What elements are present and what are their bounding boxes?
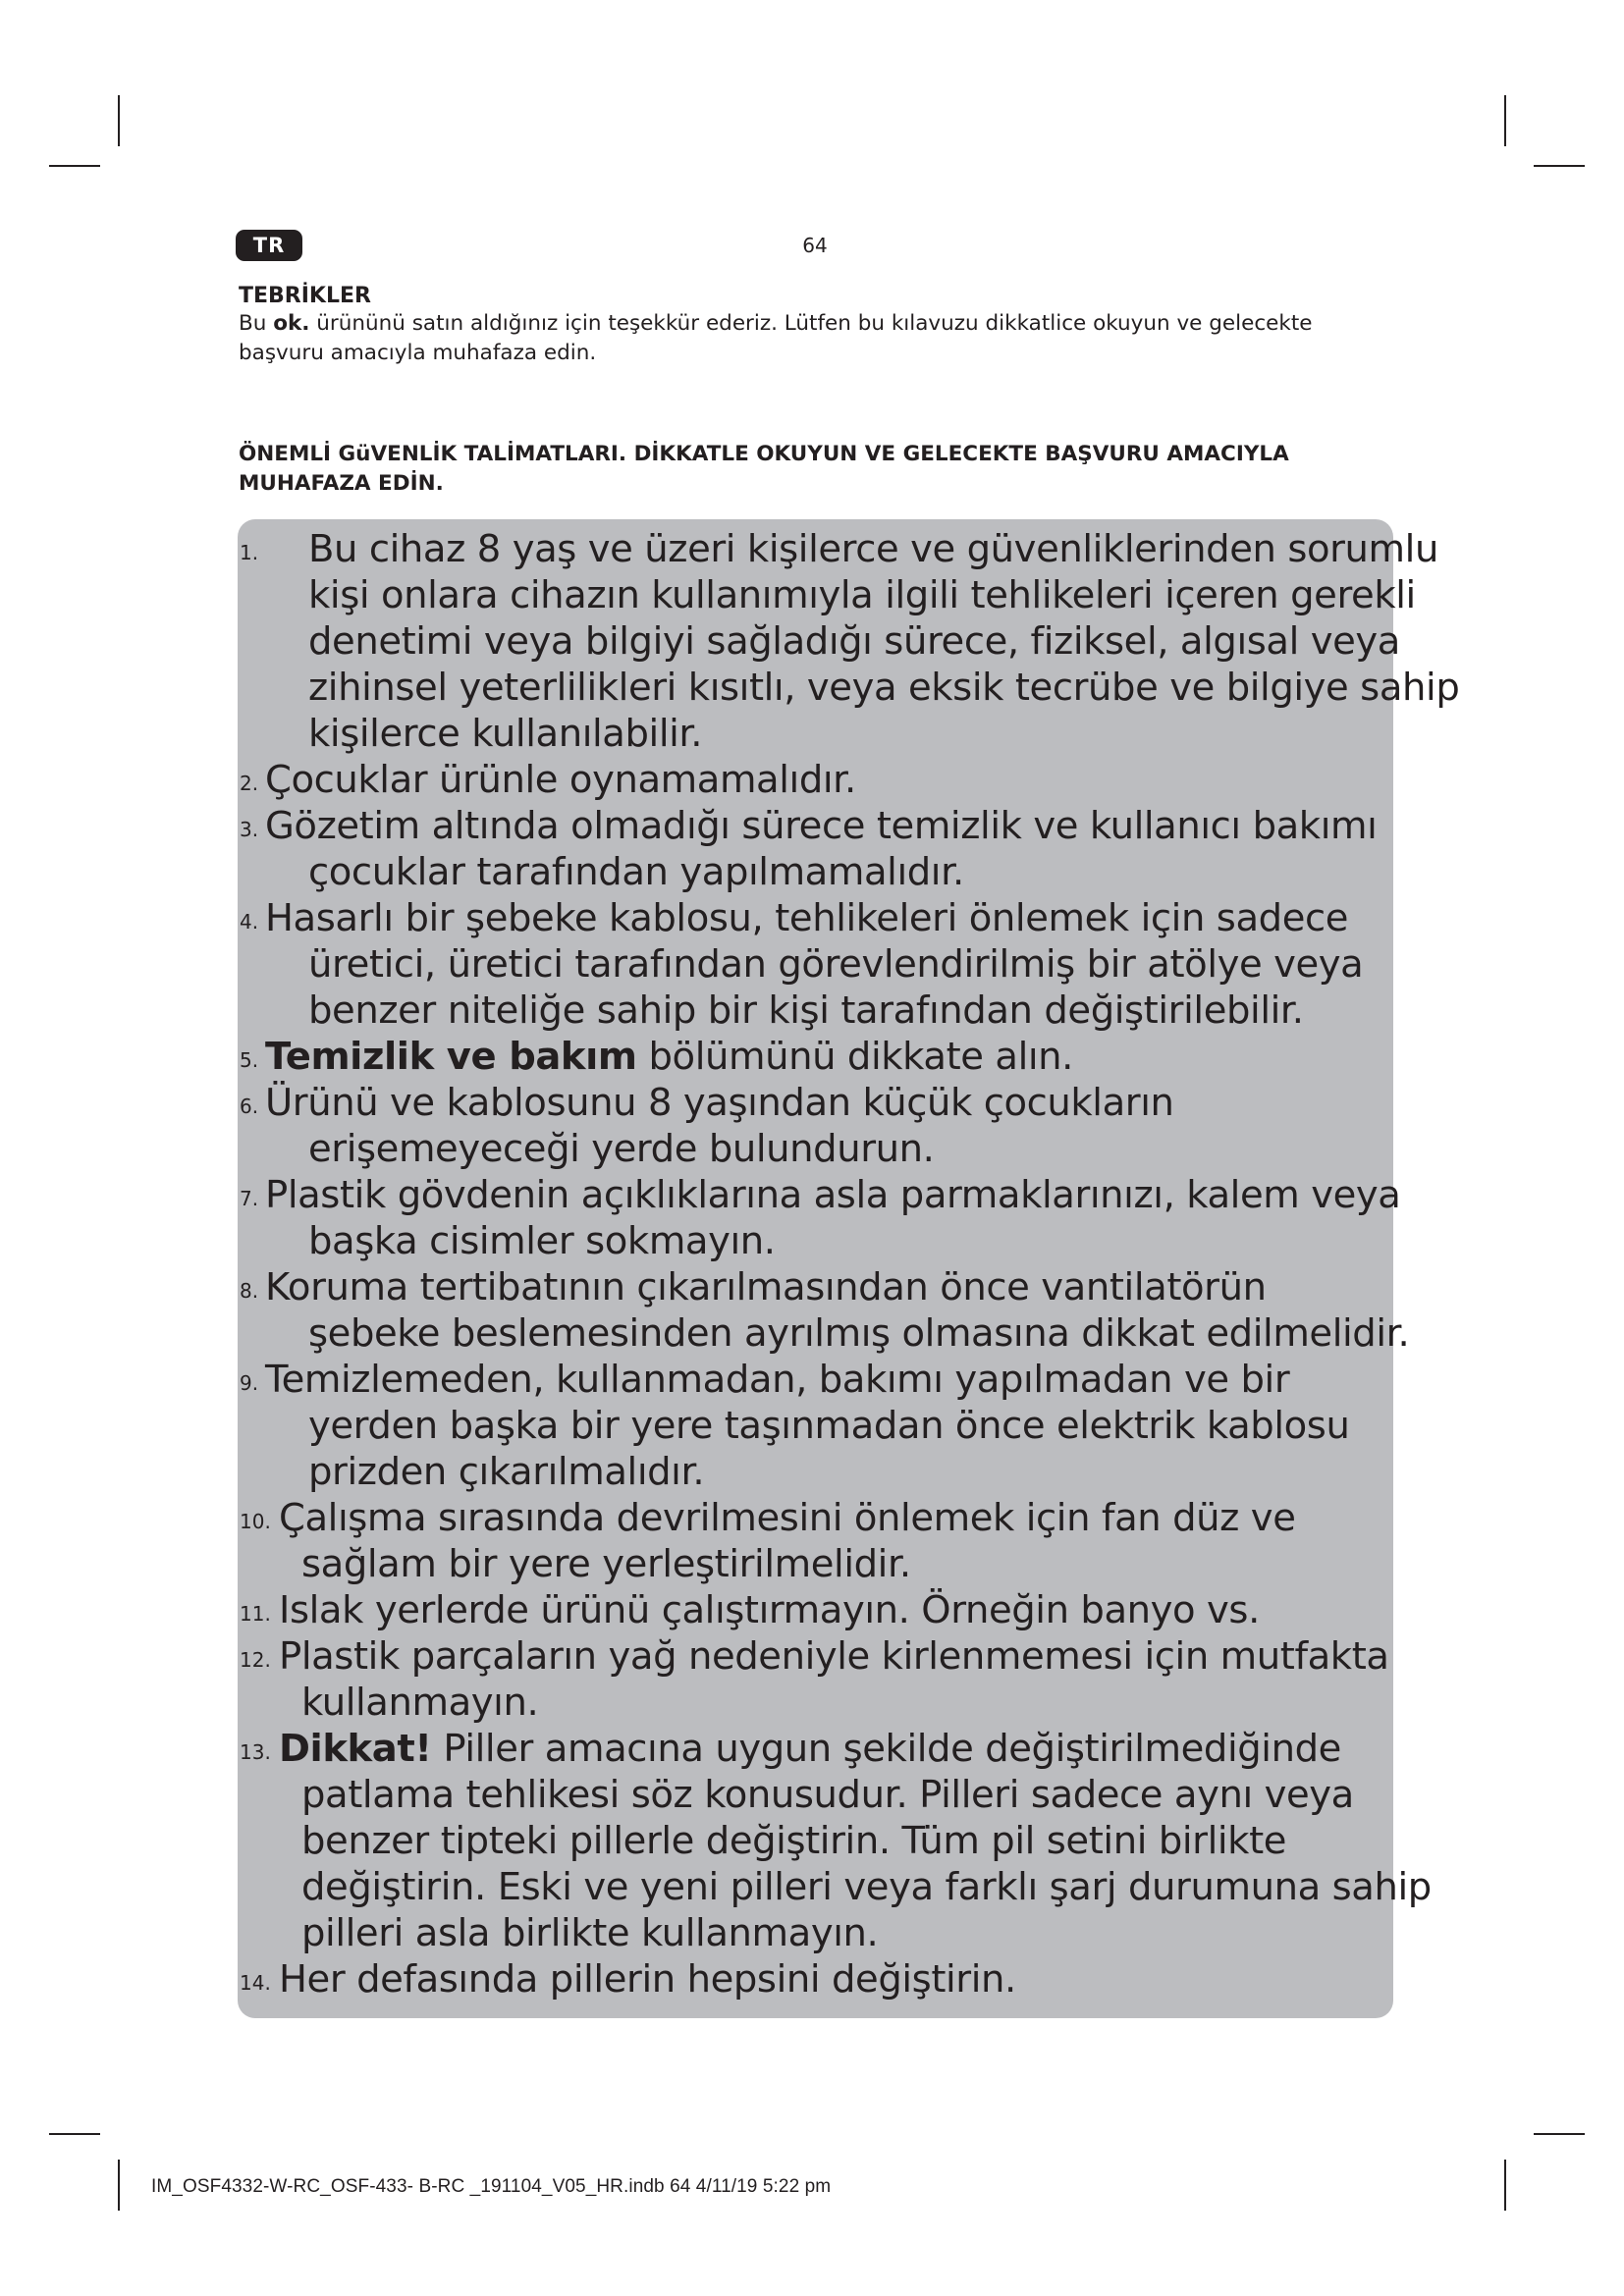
safety-item-7: [238, 1172, 1401, 1264]
language-badge: TR: [236, 230, 302, 261]
safety-item-number: 14.: [240, 1971, 271, 1995]
safety-item-number: 1.: [240, 541, 259, 564]
safety-item-text: sağlam bir yere yerleştirilmelidir.: [301, 1542, 911, 1586]
safety-item-line-continued: [238, 1541, 1396, 1587]
safety-item-line-first: [238, 1080, 1396, 1126]
safety-item-9: [238, 1357, 1396, 1495]
crop-mark-bottom-right-vertical: [1504, 2160, 1506, 2211]
safety-item-8: [238, 1264, 1410, 1357]
crop-mark-bottom-right-horizontal: [1534, 2133, 1585, 2135]
crop-mark-top-left-horizontal: [49, 165, 100, 167]
safety-item-line-first: [238, 1357, 1396, 1403]
safety-item-text: Hasarlı bir şebeke kablosu, tehlikeleri önlemek için sadece: [265, 896, 1349, 940]
safety-item-line-continued: [238, 711, 1396, 757]
safety-item-number: 2.: [240, 772, 259, 795]
safety-item-line-continued: [238, 665, 1460, 711]
safety-item-text: Koruma tertibatının çıkarılmasından önce vantilatörün: [265, 1265, 1267, 1309]
safety-item-line-first: [238, 895, 1396, 941]
safety-item-line-continued: [238, 988, 1396, 1034]
crop-mark-top-right-horizontal: [1534, 165, 1585, 167]
safety-item-2: [238, 757, 1396, 803]
safety-item-line-continued: [238, 1680, 1396, 1726]
safety-item-1: [238, 526, 1460, 757]
safety-item-number: 9.: [240, 1371, 259, 1395]
safety-item-11: [238, 1587, 1396, 1633]
safety-item-text: kişilerce kullanılabilir.: [308, 712, 703, 756]
safety-item-text: patlama tehlikesi söz konusudur. Pilleri sadece aynı veya: [301, 1773, 1354, 1817]
safety-item-line-first: [238, 1633, 1396, 1680]
safety-item-number: 3.: [240, 818, 259, 841]
safety-item-line-first: [238, 1264, 1396, 1310]
safety-item-5: [238, 1034, 1396, 1080]
safety-item-line-first: [238, 1495, 1396, 1541]
safety-item-line-first: [238, 526, 1438, 572]
safety-item-line-continued: [238, 941, 1396, 988]
safety-item-4: [238, 895, 1396, 1034]
safety-item-line-first: [238, 1172, 1401, 1218]
safety-item-number: 10.: [240, 1510, 271, 1533]
safety-item-text: değiştirin. Eski ve yeni pilleri veya farklı şarj durumuna sahip: [301, 1865, 1432, 1909]
safety-item-line-first: [238, 1034, 1396, 1080]
intro-prefix: Bu: [239, 311, 274, 336]
safety-item-text: pilleri asla birlikte kullanmayın.: [301, 1911, 879, 1955]
safety-item-text: Her defasında pillerin hepsini değiştirin.: [279, 1957, 1016, 2002]
safety-item-text: zihinsel yeterlilikleri kısıtlı, veya eksik tecrübe ve bilgiye sahip: [308, 666, 1460, 710]
intro-brand: ok.: [273, 311, 310, 336]
safety-item-text: Çalışma sırasında devrilmesini önlemek için fan düz ve: [279, 1496, 1296, 1540]
safety-item-text: Çocuklar ürünle oynamamalıdır.: [265, 758, 856, 802]
crop-mark-bottom-left-vertical: [118, 2160, 120, 2211]
safety-item-text: kişi onlara cihazın kullanımıyla ilgili tehlikeleri içeren gerekli: [308, 573, 1416, 617]
safety-item-text: başka cisimler sokmayın.: [308, 1219, 776, 1263]
intro-line2: başvuru amacıyla muhafaza edin.: [239, 341, 597, 365]
safety-item-emphasis: Temizlik ve bakım: [265, 1035, 637, 1079]
safety-item-line-continued: [238, 1403, 1396, 1449]
safety-item-text: benzer niteliğe sahip bir kişi tarafından değiştirilebilir.: [308, 988, 1304, 1033]
safety-item-line-first: [238, 1726, 1396, 1772]
safety-item-text: benzer tipteki pillerle değiştirin. Tüm pil setini birlikte: [301, 1819, 1287, 1863]
safety-item-line-continued: [238, 1772, 1396, 1818]
safety-item-text: prizden çıkarılmalıdır.: [308, 1450, 705, 1494]
safety-item-line-continued: [238, 1126, 1396, 1172]
crop-mark-top-right-vertical: [1504, 95, 1506, 146]
safety-item-13: [238, 1726, 1432, 1956]
safety-heading-line2: MUHAFAZA EDİN.: [239, 471, 444, 496]
crop-mark-bottom-left-horizontal: [49, 2133, 100, 2135]
congrats-heading: TEBRİKLER: [239, 284, 371, 308]
page-number: 64: [802, 234, 828, 257]
safety-instructions-list: [238, 526, 1460, 2002]
safety-item-text: Piller amacına uygun şekilde değiştirilmediğinde: [431, 1727, 1341, 1771]
safety-item-number: 7.: [240, 1187, 259, 1210]
crop-mark-top-left-vertical: [118, 95, 120, 146]
safety-item-line-first: [238, 1587, 1396, 1633]
safety-item-emphasis: Dikkat!: [279, 1727, 432, 1771]
safety-item-3: [238, 803, 1396, 895]
safety-item-14: [238, 1956, 1396, 2002]
safety-item-number: 8.: [240, 1279, 259, 1303]
safety-item-line-continued: [238, 1310, 1410, 1357]
safety-item-number: 6.: [240, 1095, 259, 1118]
safety-item-text: şebeke beslemesinden ayrılmış olmasına dikkat edilmelidir.: [308, 1311, 1410, 1356]
safety-item-text: Plastik parçaların yağ nedeniyle kirlenmemesi için mutfakta: [279, 1634, 1389, 1679]
safety-item-number: 12.: [240, 1648, 271, 1672]
safety-item-text: erişemeyeceği yerde bulundurun.: [308, 1127, 935, 1171]
safety-item-10: [238, 1495, 1396, 1587]
safety-item-line-continued: [238, 849, 1396, 895]
safety-item-12: [238, 1633, 1396, 1726]
safety-item-line-continued: [238, 1910, 1396, 1956]
intro-line1-rest: ürününü satın aldığınız için teşekkür ederiz. Lütfen bu kılavuzu dikkatlice okuyun ve gelecekte: [309, 311, 1313, 336]
safety-item-text: kullanmayın.: [301, 1681, 539, 1725]
safety-item-line-continued: [238, 1864, 1432, 1910]
safety-item-line-first: [238, 757, 1396, 803]
safety-item-text: Islak yerlerde ürünü çalıştırmayın. Örneğin banyo vs.: [279, 1588, 1260, 1632]
safety-item-line-continued: [238, 1818, 1396, 1864]
safety-heading-line1: ÖNEMLİ GüVENLİK TALİMATLARI. DİKKATLE OKUYUN VE GELECEKTE BAŞVURU AMACIYLA: [239, 442, 1289, 466]
safety-heading: [239, 440, 1417, 499]
safety-item-text: yerden başka bir yere taşınmadan önce elektrik kablosu: [308, 1404, 1350, 1448]
safety-item-number: 13.: [240, 1740, 271, 1764]
safety-item-text: üretici, üretici tarafından görevlendirilmiş bir atölye veya: [308, 942, 1364, 987]
safety-item-line-continued: [238, 1449, 1396, 1495]
safety-item-text: bölümünü dikkate alın.: [636, 1035, 1074, 1079]
safety-item-text: denetimi veya bilgiyi sağladığı sürece, fiziksel, algısal veya: [308, 619, 1400, 664]
safety-item-text: Ürünü ve kablosunu 8 yaşından küçük çocukların: [265, 1081, 1174, 1125]
safety-item-6: [238, 1080, 1396, 1172]
safety-item-text: Temizlemeden, kullanmadan, bakımı yapılmadan ve bir: [265, 1358, 1290, 1402]
safety-item-text: Plastik gövdenin açıklıklarına asla parmaklarınızı, kalem veya: [265, 1173, 1401, 1217]
safety-item-number: 5.: [240, 1048, 259, 1072]
safety-item-text: Gözetim altında olmadığı sürece temizlik ve kullanıcı bakımı: [265, 804, 1378, 848]
safety-item-line-continued: [238, 1218, 1396, 1264]
safety-item-number: 4.: [240, 910, 259, 934]
safety-item-line-first: [238, 803, 1396, 849]
safety-item-line-first: [238, 1956, 1396, 2002]
safety-item-line-continued: [238, 572, 1416, 618]
safety-item-text: çocuklar tarafından yapılmamalıdır.: [308, 850, 964, 894]
safety-item-text: Bu cihaz 8 yaş ve üzeri kişilerce ve güvenliklerinden sorumlu: [308, 527, 1438, 571]
intro-paragraph: [239, 309, 1378, 368]
safety-item-number: 11.: [240, 1602, 271, 1626]
safety-item-line-continued: [238, 618, 1400, 665]
print-file-info: IM_OSF4332-W-RC_OSF-433- B-RC _191104_V05_HR.indb 64 4/11/19 5:22 pm: [151, 2176, 832, 2197]
